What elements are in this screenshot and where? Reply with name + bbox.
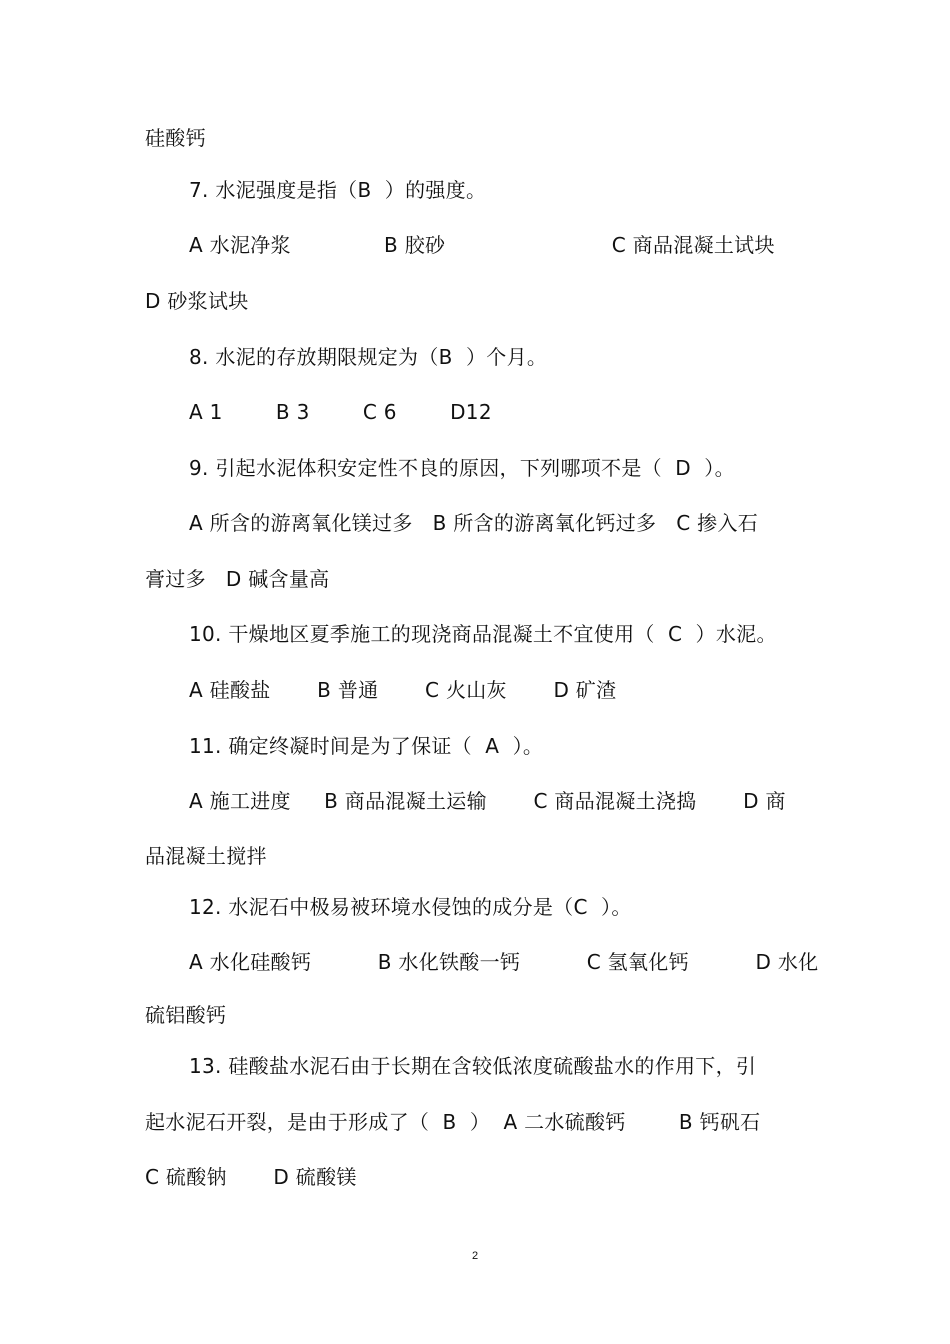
question-8: 8. 水泥的存放期限规定为（B ）个月。 bbox=[189, 345, 548, 369]
page-number: 2 bbox=[471, 1250, 479, 1262]
question-9-options-continued: 膏过多 D 碱含量高 bbox=[145, 567, 330, 591]
question-7-options-continued: D 砂浆试块 bbox=[145, 289, 249, 313]
question-11-options-continued: 品混凝土搅拌 bbox=[145, 844, 267, 868]
question-9: 9. 引起水泥体积安定性不良的原因，下列哪项不是（ D ）。 bbox=[189, 456, 735, 480]
question-10-options: A 硅酸盐 B 普通 C 火山灰 D 矿渣 bbox=[189, 678, 617, 702]
question-11: 11. 确定终凝时间是为了保证（ A ）。 bbox=[189, 734, 544, 758]
question-12-options: A 水化硅酸钙 B 水化铁酸一钙 C 氢氧化钙 D 水化 bbox=[189, 950, 819, 974]
question-12-options-continued: 硫铝酸钙 bbox=[145, 1003, 227, 1027]
question-13-options-continued: C 硫酸钠 D 硫酸镁 bbox=[145, 1165, 357, 1189]
question-11-options: A 施工进度 B 商品混凝土运输 C 商品混凝土浇捣 D 商 bbox=[189, 789, 786, 813]
question-13: 13. 硅酸盐水泥石由于长期在含较低浓度硫酸盐水的作用下，引 bbox=[189, 1054, 757, 1078]
question-8-options: A 1 B 3 C 6 D12 bbox=[189, 400, 492, 424]
question-12: 12. 水泥石中极易被环境水侵蚀的成分是（C ）。 bbox=[189, 895, 632, 919]
question-13-continued: 起水泥石开裂，是由于形成了（ B ） A 二水硫酸钙 B 钙矾石 bbox=[145, 1110, 761, 1134]
question-9-options: A 所含的游离氧化镁过多 B 所含的游离氧化钙过多 C 掺入石 bbox=[189, 511, 759, 535]
question-7-options: A 水泥净浆 B 胶砂 C 商品混凝土试块 bbox=[189, 233, 775, 257]
text-line: 硅酸钙 bbox=[145, 126, 206, 150]
question-10: 10. 干燥地区夏季施工的现浇商品混凝土不宜使用（ C ）水泥。 bbox=[189, 622, 777, 646]
question-7: 7. 水泥强度是指（B ）的强度。 bbox=[189, 178, 487, 202]
